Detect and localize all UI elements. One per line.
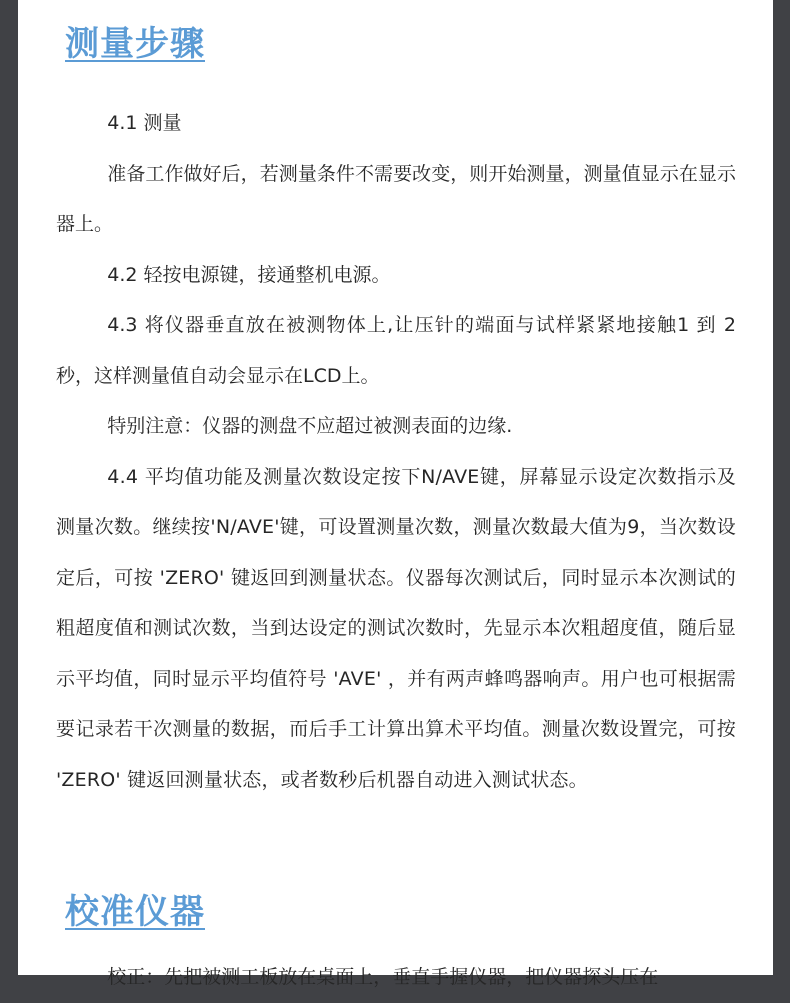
measurement-steps-body [56, 98, 736, 805]
document-page [18, 0, 773, 988]
section-heading-measurement-steps: 测量步骤 [65, 24, 205, 64]
paragraph-4-4: 4.4 平均值功能及测量次数设定按下N/AVE键，屏幕显示设定次数指示及测量次数。继续按'N/AVE'键，可设置测量次数，测量次数最大值为9，当次数设定后，可按 'ZERO' 键返回到测量状态。仪器每次测试后，同时显示本次测试的粗超度值和测试次数，当到达设定的测试次数时，先显示本次粗超度值，随后显示平均值，同时显示平均值符号 'AVE' ，并有两声蜂鸣器响声。用户也可根据需要记录若干次测量的数据，而后手工计算出算术平均值。测量次数设置完，可按 'ZERO' 键返回测量状态，或者数秒后机器自动进入测试状态。 [56, 465, 736, 791]
paragraph-calibration-partial: 校正：先把被测工板放在桌面上，垂直手握仪器，把仪器探头压在 [107, 966, 659, 988]
paragraph-4-2: 4.2 轻按电源键，接通整机电源。 [107, 263, 391, 286]
paragraph-preparation: 准备工作做好后，若测量条件不需要改变，则开始测量，测量值显示在显示器上。 [56, 162, 736, 235]
paragraph-special-note: 特别注意：仪器的测盘不应超过被测表面的边缘. [107, 415, 513, 437]
paragraph-4-3: 4.3 将仪器垂直放在被测物体上,让压针的端面与试样紧紧地接触1 到 2 秒，这样测量值自动会显示在LCD上。 [56, 314, 736, 387]
section-heading-calibrate-instrument: 校准仪器 [65, 892, 205, 932]
paragraph-4-1: 4.1 测量 [107, 112, 182, 134]
